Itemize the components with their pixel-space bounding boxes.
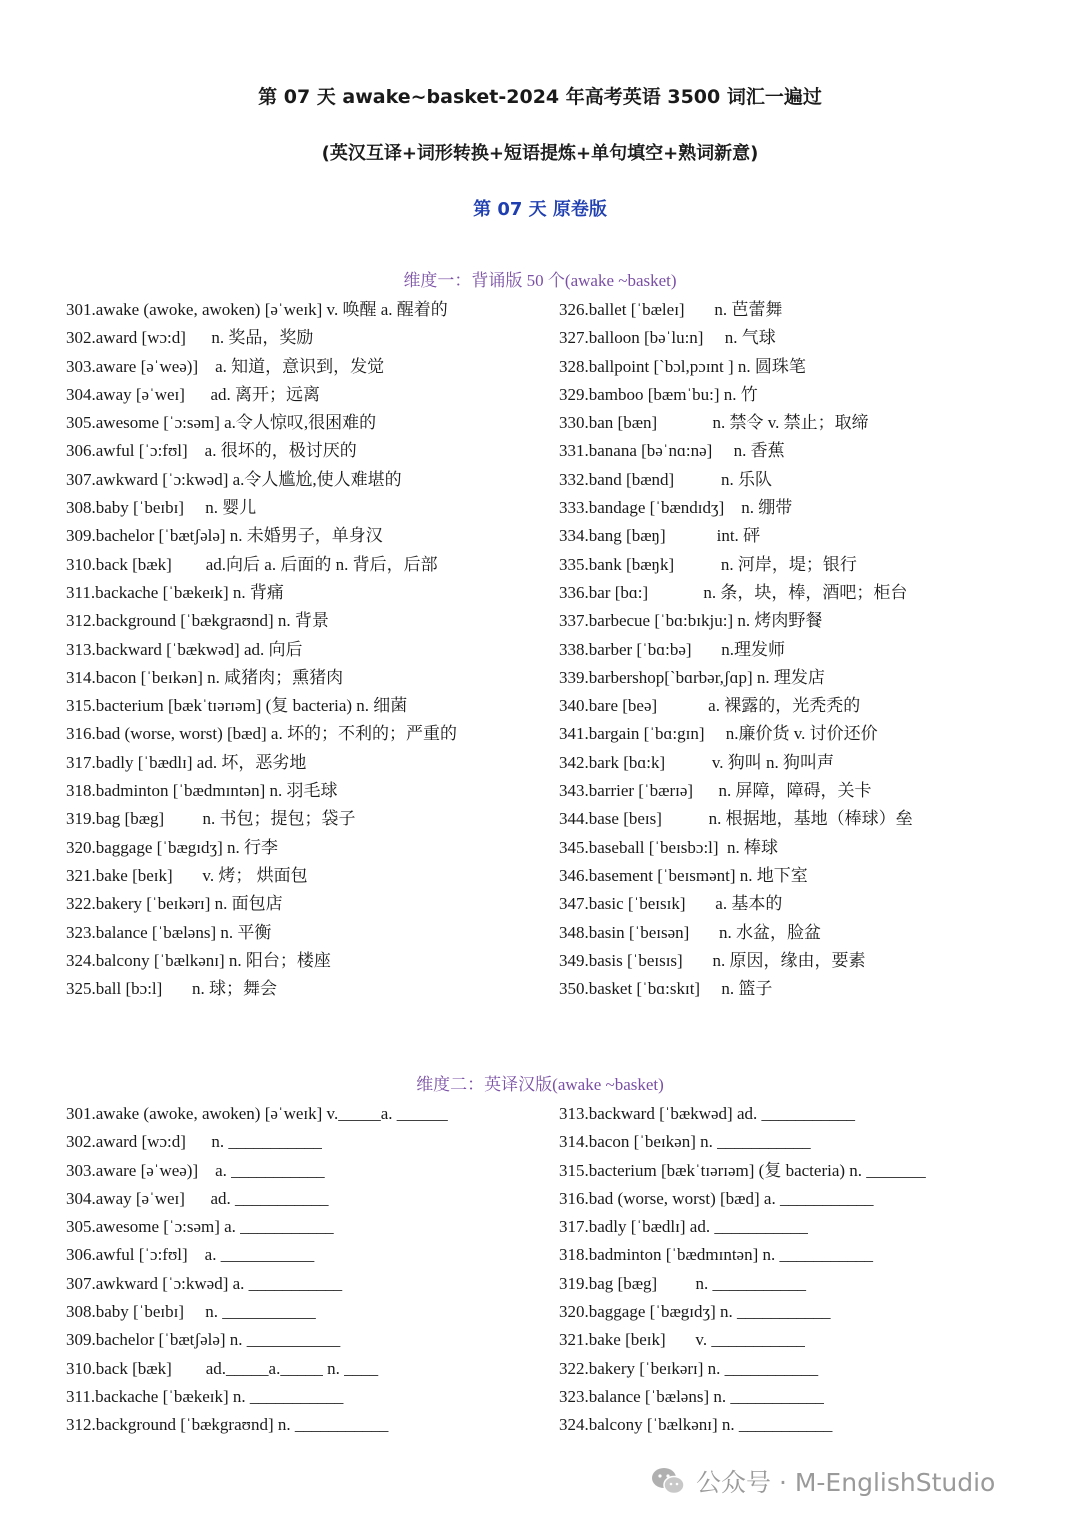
vocab-entry: 327.balloon [bəˈlu:n] n. 气球 [559, 328, 776, 348]
vocab-entry: 310.back [bæk] ad._____a._____ n. ____ [66, 1358, 379, 1378]
vocab-entry: 349.basis [ˈbeɪsɪs] n. 原因，缘由，要素 [559, 950, 866, 970]
vocab-entry: 306.awful [ˈɔ:fʊl] a. 很坏的，极讨厌的 [66, 441, 357, 461]
vocab-entry: 304.away [əˈweɪ] ad. ___________ [66, 1188, 329, 1208]
vocab-entry: 304.away [əˈweɪ] ad. 离开；远离 [66, 384, 320, 404]
vocab-entry: 319.bag [bæg] n. ___________ [559, 1273, 806, 1293]
vocab-entry: 321.bake [beɪk] v. ___________ [559, 1330, 805, 1350]
vocab-entry: 348.basin [ˈbeɪsən] n. 水盆，脸盆 [559, 922, 822, 942]
vocab-entry: 322.bakery [ˈbeɪkərɪ] n. 面包店 [66, 894, 283, 914]
vocab-entry: 332.band [bænd] n. 乐队 [559, 469, 772, 489]
vocab-entry: 312.background [ˈbækgraʊnd] n. ___________ [66, 1415, 389, 1435]
vocab-entry: 303.aware [əˈweə)] a. ___________ [66, 1160, 325, 1180]
vocab-entry: 342.bark [bɑ:k] v. 狗叫 n. 狗叫声 [559, 752, 835, 772]
vocab-entry: 309.bachelor [ˈbætʃələ] n. 未婚男子，单身汉 [66, 526, 383, 546]
vocab-entry: 301.awake (awoke, awoken) [əˈweɪk] v._____a. ______ [66, 1104, 448, 1123]
vocab-entry: 343.barrier [ˈbærɪə] n. 屏障，障碍，关卡 [559, 781, 872, 801]
vocab-entry: 329.bamboo [bæmˈbu:] n. 竹 [559, 384, 758, 404]
vocab-entry: 307.awkward [ˈɔ:kwəd] a.令人尴尬,使人难堪的 [66, 469, 402, 489]
watermark [650, 1461, 995, 1501]
vocab-entry: 339.barbershop[ˋbɑrbər,ʃɑp] n. 理发店 [559, 667, 825, 687]
vocab-entry: 336.bar [bɑ:] n. 条，块，棒，酒吧；柜台 [559, 582, 908, 602]
vocab-entry: 347.basic [ˈbeɪsɪk] a. 基本的 [559, 894, 783, 914]
vocab-entry: 337.barbecue [ˈbɑ:bɪkju:] n. 烤肉野餐 [559, 611, 823, 631]
vocab-entry: 308.baby [ˈbeɪbɪ] n. 婴儿 [66, 498, 257, 518]
vocab-entry: 335.bank [bæŋk] n. 河岸，堤；银行 [559, 554, 857, 574]
vocab-entry: 302.award [wɔ:d] n. 奖品，奖励 [66, 328, 314, 348]
vocab-entry: 325.ball [bɔ:l] n. 球；舞会 [66, 979, 278, 999]
vocab-entry: 331.banana [bəˈnɑ:nə] n. 香蕉 [559, 441, 785, 461]
vocab-entry: 340.bare [beə] a. 裸露的，光秃秃的 [559, 696, 861, 716]
section2-heading: 维度二：英译汉版(awake ~basket) [416, 1075, 664, 1094]
vocab-entry: 320.baggage [ˈbægɪdʒ] n. ___________ [559, 1302, 831, 1322]
vocab-entry: 323.balance [ˈbæləns] n. 平衡 [66, 922, 272, 942]
vocab-entry: 309.bachelor [ˈbætʃələ] n. ___________ [66, 1330, 341, 1350]
vocab-entry: 311.backache [ˈbækeɪk] n. 背痛 [66, 582, 284, 602]
version-label: 第 07 天 原卷版 [473, 199, 607, 220]
vocab-entry: 322.bakery [ˈbeɪkərɪ] n. ___________ [559, 1358, 819, 1378]
vocab-entry: 308.baby [ˈbeɪbɪ] n. ___________ [66, 1302, 316, 1322]
vocab-entry: 316.bad (worse, worst) [bæd] a. ___________ [559, 1188, 874, 1208]
vocab-entry: 321.bake [beɪk] v. 烤； 烘面包 [66, 865, 308, 885]
watermark-text: 公众号 · M-EnglishStudio [696, 1468, 996, 1497]
vocab-entry: 302.award [wɔ:d] n. ___________ [66, 1132, 322, 1152]
vocab-entry: 314.bacon [ˈbeɪkən] n. ___________ [559, 1132, 811, 1152]
vocab-entry: 305.awesome [ˈɔ:səm] a. ___________ [66, 1217, 334, 1237]
vocab-entry: 313.backward [ˈbækwəd] ad. ___________ [559, 1104, 856, 1123]
vocab-entry: 317.badly [ˈbædlɪ] ad. ___________ [559, 1217, 808, 1237]
vocab-entry: 306.awful [ˈɔ:fʊl] a. ___________ [66, 1245, 315, 1265]
vocab-entry: 344.base [beɪs] n. 根据地，基地（棒球）垒 [559, 809, 913, 829]
section1-right-column [559, 296, 913, 1003]
vocab-entry: 315.bacterium [bækˈtɪərɪəm] (复 bacteria) n. _______ [559, 1160, 926, 1180]
vocab-entry: 323.balance [ˈbæləns] n. ___________ [559, 1386, 824, 1406]
vocab-entry: 305.awesome [ˈɔ:səm] a.令人惊叹,很困难的 [66, 413, 377, 433]
vocab-entry: 318.badminton [ˈbædmɪntən] n. 羽毛球 [66, 781, 338, 801]
vocab-entry: 330.ban [bæn] n. 禁令 v. 禁止；取缔 [559, 413, 869, 433]
vocab-entry: 301.awake (awoke, awoken) [əˈweɪk] v. 唤醒 a. 醒着的 [66, 300, 448, 319]
vocab-entry: 310.back [bæk] ad.向后 a. 后面的 n. 背后，后部 [66, 554, 438, 574]
vocab-entry: 326.ballet [ˈbæleɪ] n. 芭蕾舞 [559, 300, 783, 319]
vocab-entry: 311.backache [ˈbækeɪk] n. ___________ [66, 1386, 344, 1406]
vocab-entry: 317.badly [ˈbædlɪ] ad. 坏，恶劣地 [66, 752, 307, 772]
vocab-entry: 319.bag [bæg] n. 书包；提包；袋子 [66, 809, 356, 829]
vocab-entry: 315.bacterium [bækˈtɪərɪəm] (复 bacteria) n. 细菌 [66, 696, 408, 716]
vocab-entry: 338.barber [ˈbɑ:bə] n.理发师 [559, 639, 786, 659]
vocab-entry: 303.aware [əˈweə)] a. 知道，意识到，发觉 [66, 356, 385, 376]
vocab-entry: 345.baseball [ˈbeɪsbɔ:l] n. 棒球 [559, 837, 779, 857]
section1-heading: 维度一：背诵版 50 个(awake ~basket) [403, 271, 677, 290]
vocab-entry: 324.balcony [ˈbælkənɪ] n. 阳台；楼座 [66, 950, 331, 970]
section1-left-column [66, 296, 457, 1003]
vocab-entry: 341.bargain [ˈbɑ:gɪn] n.廉价货 v. 讨价还价 [559, 724, 878, 744]
page-title: 第 07 天 awake~basket-2024 年高考英语 3500 词汇一遍过 [258, 86, 822, 108]
vocab-entry: 318.badminton [ˈbædmɪntən] n. ___________ [559, 1245, 874, 1265]
vocab-entry: 346.basement [ˈbeɪsmənt] n. 地下室 [559, 865, 808, 885]
vocab-entry: 316.bad (worse, worst) [bæd] a. 坏的；不利的；严重的 [66, 724, 457, 744]
vocab-entry: 312.background [ˈbækgraʊnd] n. 背景 [66, 611, 329, 631]
page-subtitle: (英汉互译+词形转换+短语提炼+单句填空+熟词新意) [321, 143, 759, 164]
section2-left-column [66, 1100, 448, 1440]
vocab-entry: 334.bang [bæŋ] int. 砰 [559, 526, 761, 546]
vocab-entry: 350.basket [ˈbɑ:skɪt] n. 篮子 [559, 979, 773, 999]
vocab-entry: 320.baggage [ˈbægɪdʒ] n. 行李 [66, 837, 278, 857]
wechat-icon [650, 1466, 686, 1496]
vocab-entry: 328.ballpoint [ˋbɔl,pɔɪnt ] n. 圆珠笔 [559, 356, 806, 376]
vocab-entry: 307.awkward [ˈɔ:kwəd] a. ___________ [66, 1273, 343, 1293]
vocab-entry: 313.backward [ˈbækwəd] ad. 向后 [66, 639, 303, 659]
vocab-entry: 333.bandage [ˈbændɪdʒ] n. 绷带 [559, 498, 793, 518]
vocab-entry: 324.balcony [ˈbælkənɪ] n. ___________ [559, 1415, 833, 1435]
section2-right-column [559, 1100, 926, 1440]
vocab-entry: 314.bacon [ˈbeɪkən] n. 咸猪肉；熏猪肉 [66, 667, 344, 687]
